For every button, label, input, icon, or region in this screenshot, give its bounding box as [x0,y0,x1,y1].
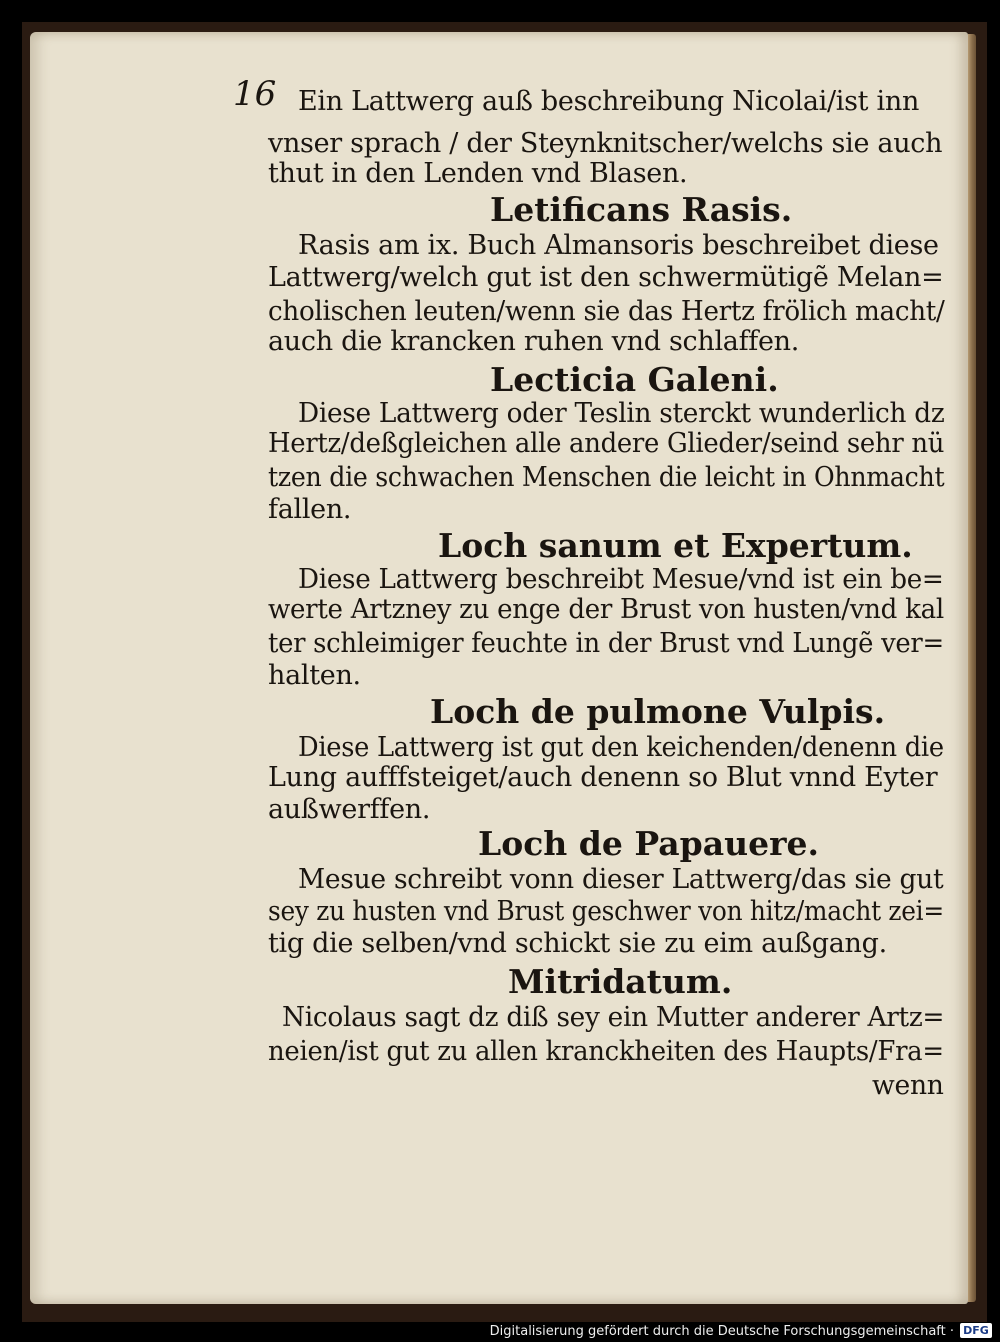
text-line: Diese Lattwerg ist gut den keichenden/denenn die [298,732,944,763]
text-line: Hertz/deßgleichen alle andere Glieder/seind sehr nü [268,428,945,459]
text-line: tig die selben/vnd schickt sie zu eim außgang. [268,928,887,959]
text-line: Diese Lattwerg oder Teslin sterckt wunderlich dz [298,398,945,429]
section-heading: Lecticia Galeni. [490,360,779,399]
section-heading: Loch de Papauere. [478,824,819,863]
text-line: Nicolaus sagt dz diß sey ein Mutter anderer Artz= [282,1002,945,1033]
text-line: tzen die schwachen Menschen die leicht in Ohnmacht [268,462,945,493]
text-line: auch die krancken ruhen vnd schlaffen. [268,326,800,357]
section-heading: Loch de pulmone Vulpis. [430,692,886,731]
text-line: ter schleimiger feuchte in der Brust vnd Lungẽ ver= [268,628,944,659]
section-heading: Letificans Rasis. [490,190,793,229]
text-line: Rasis am ix. Buch Almansoris beschreibet diese [298,230,939,261]
text-line: Lattwerg/welch gut ist den schwermütigẽ Melan= [268,262,944,293]
text-line: fallen. [268,494,352,525]
text-line: vnser sprach / der Steynknitscher/welchs sie auch [268,128,943,159]
catchword: wenn [872,1070,944,1101]
text-line: werte Artzney zu enge der Brust von husten/vnd kal [268,594,944,625]
section-heading: Mitridatum. [508,962,733,1001]
digitization-footer [0,1320,1000,1342]
text-line: thut in den Lenden vnd Blasen. [268,158,688,189]
text-line: außwerffen. [268,794,431,825]
page-edge [968,34,976,1302]
funding-credit: Digitalisierung gefördert durch die Deutsche Forschungsgemeinschaft · [489,1324,954,1339]
text-line: sey zu husten vnd Brust geschwer von hitz/macht zei= [268,896,944,927]
text-line: Diese Lattwerg beschreibt Mesue/vnd ist ein be= [298,564,944,595]
text-line: neien/ist gut zu allen kranckheiten des Haupts/Fra= [268,1036,944,1067]
section-heading: Loch sanum et Expertum. [438,526,913,565]
text-line: Mesue schreibt vonn dieser Lattwerg/das sie gut [298,864,944,895]
text-line: cholischen leuten/wenn sie das Hertz frölich macht/ [268,296,945,327]
text-line: Lung aufffsteiget/auch denenn so Blut vnnd Eyter [268,762,938,793]
dfg-logo: DFG [960,1323,992,1338]
text-line: Ein Lattwerg auß beschreibung Nicolai/ist inn [298,86,920,117]
text-line: halten. [268,660,361,691]
page-number: 16 [233,74,277,114]
